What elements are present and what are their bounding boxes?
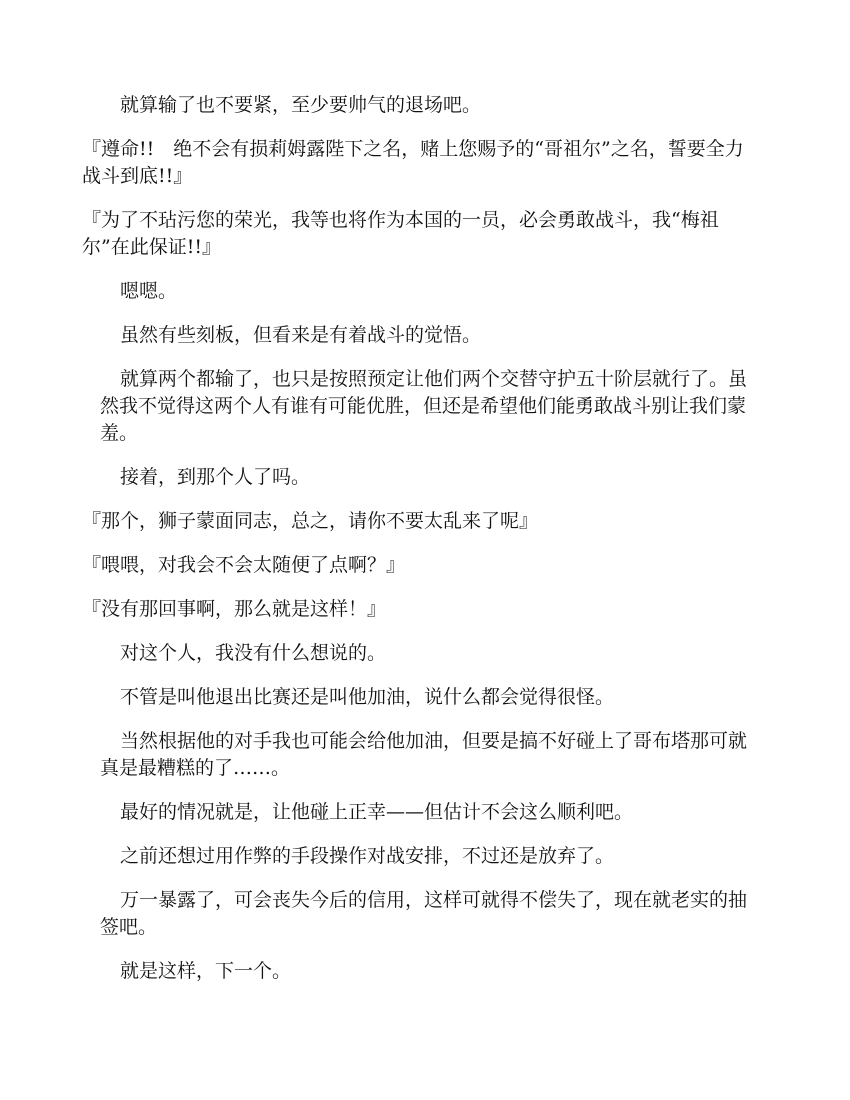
paragraph: 虽然有些刻板，但看来是有着战斗的觉悟。 bbox=[120, 324, 482, 346]
paragraph: 对这个人，我没有什么想说的。 bbox=[120, 642, 387, 664]
dialogue-line: 『没有那回事啊，那么就是这样！』 bbox=[82, 598, 387, 620]
paragraph: 就算输了也不要紧，至少要帅气的退场吧。 bbox=[120, 94, 482, 116]
paragraph: 之前还想过用作弊的手段操作对战安排，不过还是放弃了。 bbox=[120, 845, 615, 867]
dialogue-line: 『为了不玷污您的荣光，我等也将作为本国的一员，必会勇敢战斗，我“梅祖尔”在此保证!!』 bbox=[82, 209, 719, 258]
dialogue-line: 『喂喂，对我会不会太随便了点啊？』 bbox=[82, 554, 406, 576]
paragraph: 接着，到那个人了吗。 bbox=[120, 466, 311, 488]
paragraph: 当然根据他的对手我也可能会给他加油，但要是搞不好碰上了哥布塔那可就真是最糟糕的了……。 bbox=[100, 730, 748, 779]
dialogue-line: 『遵命!! 绝不会有损莉姆露陛下之名，赌上您赐予的“哥祖尔”之名，誓要全力战斗到底!!』 bbox=[82, 138, 744, 187]
paragraph: 万一暴露了，可会丧失今后的信用，这样可就得不偿失了，现在就老实的抽签吧。 bbox=[100, 889, 748, 938]
paragraph: 就是这样，下一个。 bbox=[120, 960, 292, 982]
dialogue-line: 『那个，狮子蒙面同志，总之，请你不要太乱来了呢』 bbox=[82, 510, 539, 532]
paragraph: 最好的情况就是，让他碰上正幸——但估计不会这么顺利吧。 bbox=[120, 801, 634, 823]
paragraph: 就算两个都输了，也只是按照预定让他们两个交替守护五十阶层就行了。虽然我不觉得这两个人有谁有可能优胜，但还是希望他们能勇敢战斗别让我们蒙羞。 bbox=[100, 368, 748, 444]
paragraph: 不管是叫他退出比赛还是叫他加油，说什么都会觉得很怪。 bbox=[120, 686, 615, 708]
paragraph: 嗯嗯。 bbox=[120, 280, 178, 302]
body-text bbox=[82, 92, 750, 1002]
